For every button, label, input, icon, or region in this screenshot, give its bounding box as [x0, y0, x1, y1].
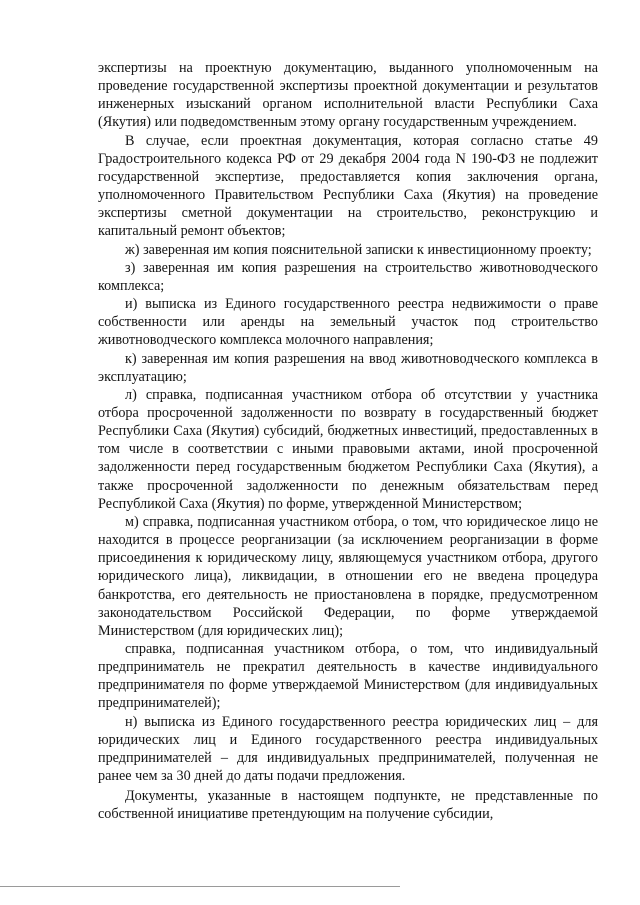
paragraph-item-k: к) заверенная им копия разрешения на ввод животноводческого комплекса в эксплуатацию;	[98, 350, 598, 385]
footer-divider	[0, 886, 400, 887]
paragraph-individual-entrepreneur-certificate: справка, подписанная участником отбора, о том, что индивидуальный предприниматель не прекратил деятельность в качестве индивидуального предпринимателя по форме утверждаемой Министерством (для индивидуальных предпринимателей);	[98, 641, 598, 712]
paragraph-item-zh: ж) заверенная им копия пояснительной записки к инвестиционному проекту;	[125, 241, 592, 258]
paragraph-project-documentation: В случае, если проектная документация, которая согласно статье 49 Градостроительного кодекса РФ от 29 декабря 2004 года N 190-ФЗ не подлежит государственной экспертизе, предоставляется копия заключения органа, уполномоченного Правительством Республики Саха (Якутия) на проведение экспертизы сметной документации на строительство, реконструкцию и капитальный ремонт объектов;	[98, 132, 598, 240]
paragraph-item-n: н) выписка из Единого государственного реестра юридических лиц – для юридических лиц и Единого государственного реестра индивидуальных предпринимателей – для индивидуальных предпринимателей, полученная не ранее чем за 30 дней до даты подачи предложения.	[98, 713, 598, 785]
paragraph-item-l: л) справка, подписанная участником отбора об отсутствии у участника отбора просроченной задолженности по возврату в государственный бюджет Республики Саха (Якутия) субсидий, бюджетных инвестиций, предоставленных в том числе в соответствии с иными правовыми актами, иной просроченной задолженности перед государственным бюджетом Республики Саха (Якутия), а также просроченной задолженности по денежным обязательствам перед Республикой Саха (Якутия) по форме, утвержденной Министерством;	[98, 386, 598, 512]
paragraph-expertise-continuation: экспертизы на проектную документацию, выданного уполномоченным на проведение государственной экспертизы проектной документации и результатов инженерных изысканий органом исполнительной власти Республики Саха (Якутия) или подведомственным этому органу государственным учреждением.	[98, 60, 598, 131]
paragraph-item-m: м) справка, подписанная участником отбора, о том, что юридическое лицо не находится в процессе реорганизации (за исключением реорганизации в форме присоединения к юридическому лицу, являющемуся участником отбора, другого юридического лица), ликвидации, в отношении его не введена процедура банкротства, его деятельность не приостановлена в порядке, предусмотренном законодательством Российской Федерации, по форме утверждаемой Министерством (для юридических лиц);	[98, 513, 598, 639]
paragraph-item-i: и) выписка из Единого государственного реестра недвижимости о праве собственности или аренды на земельный участок под строительство животноводческого комплекса молочного направления;	[98, 296, 598, 349]
paragraph-item-z: з) заверенная им копия разрешения на строительство животноводческого комплекса;	[98, 259, 598, 294]
paragraph-documents-note: Документы, указанные в настоящем подпункте, не представленные по собственной инициативе претендующим на получение субсидии,	[98, 788, 598, 823]
document-body	[98, 59, 598, 824]
